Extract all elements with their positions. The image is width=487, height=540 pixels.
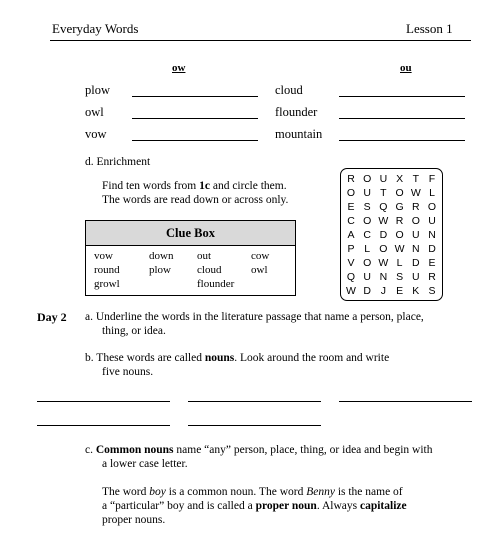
word-right-3: mountain (275, 127, 323, 141)
clue-box-title: Clue Box (86, 221, 295, 246)
word-search-letter[interactable]: K (412, 285, 420, 297)
word-search-letter[interactable]: U (363, 271, 371, 283)
word-search-letter[interactable]: O (427, 201, 437, 213)
word-search-letter[interactable]: X (396, 173, 404, 185)
exercise-a-line-2: thing, or idea. (102, 325, 166, 337)
proper-noun-paragraph-3: proper nouns. (102, 514, 166, 526)
clue-column-1 (94, 249, 120, 291)
answer-blank[interactable] (132, 96, 258, 97)
answer-blank[interactable] (132, 140, 258, 141)
enrichment-instructions-2: The words are read down or across only. (102, 194, 289, 206)
day-label: Day 2 (37, 310, 67, 324)
answer-blank[interactable] (132, 118, 258, 119)
answer-blank[interactable] (339, 140, 465, 141)
word-search-letter[interactable]: U (412, 229, 420, 241)
word-search-letter[interactable]: T (380, 187, 387, 199)
word-search-letter[interactable]: O (411, 215, 420, 227)
column-header-ow: ow (172, 62, 186, 74)
word-search-letter[interactable]: O (363, 215, 372, 227)
word-search-letter[interactable]: L (429, 187, 435, 199)
word-search-letter[interactable]: C (363, 229, 371, 241)
clue-word: out (197, 250, 212, 262)
noun-answer-blank[interactable] (188, 425, 321, 426)
word-search-letter[interactable]: O (363, 173, 372, 185)
word-search-letter[interactable]: D (412, 257, 420, 269)
word-search-letter[interactable]: W (394, 243, 405, 255)
clue-word: flounder (197, 278, 235, 290)
word-search-letter[interactable]: O (346, 187, 356, 199)
word-search-letter[interactable]: L (396, 257, 403, 269)
word-search-letter[interactable]: Q (379, 201, 388, 213)
column-header-ou: ou (400, 62, 412, 74)
word-search-letter[interactable]: O (395, 187, 404, 199)
enrichment-instructions-1: Find ten words from 1c and circle them. (102, 180, 287, 192)
word-search-letter[interactable]: L (364, 243, 371, 255)
word-search-letter[interactable]: C (347, 215, 355, 227)
lesson-title: Everyday Words (52, 21, 139, 36)
word-search-letter[interactable]: S (428, 285, 436, 297)
word-search-letter[interactable]: U (412, 271, 420, 283)
clue-word: growl (94, 278, 120, 290)
word-search-letter[interactable]: O (363, 257, 372, 269)
noun-answer-blank[interactable] (188, 401, 321, 402)
word-left-2: owl (85, 105, 104, 119)
word-search-letter[interactable]: U (428, 215, 436, 227)
word-search-letter[interactable]: R (412, 201, 420, 213)
clue-column-4 (251, 249, 269, 277)
word-search-letter[interactable]: V (347, 257, 355, 269)
word-search-letter[interactable]: G (395, 201, 404, 213)
word-search-grid[interactable] (340, 168, 443, 301)
word-search-letter[interactable]: O (379, 243, 388, 255)
noun-answer-blank[interactable] (37, 401, 170, 402)
word-search-letter[interactable]: D (379, 229, 388, 241)
word-search-letter[interactable]: T (412, 173, 419, 185)
word-search-letter[interactable]: E (347, 201, 355, 213)
exercise-a-line-1: a. Underline the words in the literature passage that name a person, place, (85, 311, 424, 323)
word-search-letter[interactable]: R (395, 215, 404, 227)
word-search-letter[interactable]: P (347, 243, 355, 255)
word-search-letter[interactable]: D (363, 285, 371, 297)
word-search-letter[interactable]: S (363, 201, 371, 213)
clue-word: plow (149, 264, 171, 276)
word-search-letter[interactable]: R (428, 271, 436, 283)
clue-column-3 (197, 249, 234, 291)
answer-blank[interactable] (339, 96, 465, 97)
clue-word: round (94, 264, 120, 276)
enrichment-label: d. Enrichment (85, 156, 151, 168)
word-search-letter[interactable]: W (378, 215, 389, 227)
noun-answer-blank[interactable] (37, 425, 170, 426)
clue-word: cow (251, 250, 270, 262)
header-divider (50, 40, 471, 41)
word-left-3: vow (85, 127, 107, 141)
word-search-letter[interactable]: N (428, 229, 436, 241)
word-search-letter[interactable]: A (347, 229, 355, 241)
answer-blank[interactable] (339, 118, 465, 119)
word-search-letter[interactable]: U (363, 187, 371, 199)
word-left-1: plow (85, 83, 110, 97)
exercise-b-line-2: five nouns. (102, 366, 154, 378)
clue-word: owl (251, 264, 268, 276)
word-search-letter[interactable]: S (396, 271, 404, 283)
word-search-letter[interactable]: O (395, 229, 404, 241)
word-search-letter[interactable]: N (412, 243, 420, 255)
word-search-letter[interactable]: E (428, 257, 436, 269)
exercise-b-line-1: b. These words are called nouns. Look around the room and write (85, 352, 390, 364)
word-search-letter[interactable]: W (410, 187, 421, 199)
word-search-letter[interactable]: E (396, 285, 404, 297)
word-search-letter[interactable]: Q (346, 271, 356, 283)
clue-box (85, 220, 296, 296)
word-right-1: cloud (275, 83, 303, 97)
word-search-letter[interactable]: W (378, 257, 389, 269)
word-search-letter[interactable]: F (428, 173, 436, 185)
word-search-letter[interactable]: U (379, 173, 388, 185)
word-search-letter[interactable]: J (380, 285, 387, 297)
word-search-letter[interactable]: R (347, 173, 355, 185)
noun-answer-blank[interactable] (339, 401, 472, 402)
proper-noun-paragraph-1: The word boy is a common noun. The word Benny is the name of (102, 486, 403, 498)
clue-column-2 (149, 249, 173, 277)
word-search-letter[interactable]: D (428, 243, 436, 255)
clue-word: cloud (197, 264, 222, 276)
word-search-letter[interactable]: N (379, 271, 388, 283)
word-search-letter[interactable]: W (346, 285, 356, 297)
clue-word: vow (94, 250, 113, 262)
exercise-c-line-1: c. Common nouns name “any” person, place, thing, or idea and begin with (85, 444, 433, 456)
exercise-c-line-2: a lower case letter. (102, 458, 188, 470)
lesson-number: Lesson 1 (406, 21, 453, 36)
word-right-2: flounder (275, 105, 318, 119)
clue-word: down (149, 250, 174, 262)
proper-noun-paragraph-2: a “particular” boy and is called a proper noun. Always capitalize (102, 500, 407, 512)
